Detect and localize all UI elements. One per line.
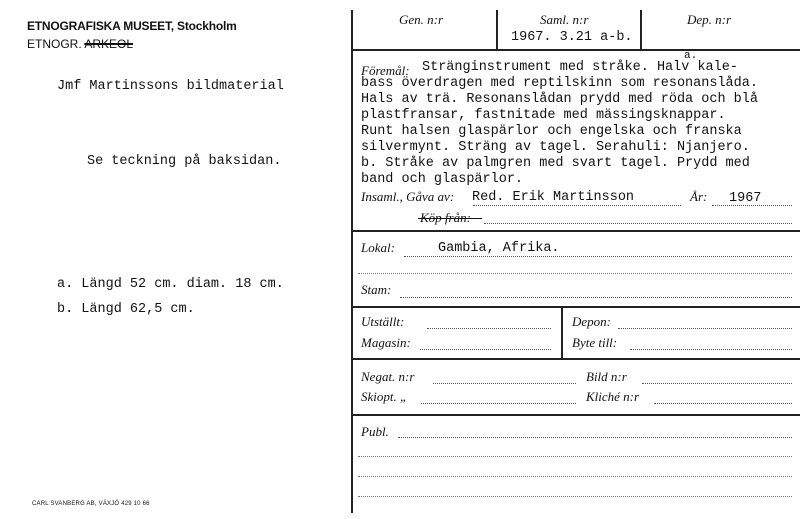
superscript-a: a. [684, 50, 698, 62]
object-line-2: bass överdragen med reptilskinn som resonanslåda. [361, 76, 758, 91]
publ-line-4 [358, 496, 792, 497]
object-line-3: Hals av trä. Resonanslådan prydd med röda och blå [361, 92, 758, 107]
year-label: År: [690, 189, 708, 204]
utstallt-label: Utställt: [361, 314, 405, 329]
stam-label: Stam: [361, 282, 392, 297]
header-col-divider-2 [640, 10, 642, 50]
note-bildmaterial: Jmf Martinssons bildmaterial [57, 79, 284, 94]
header-col-divider-1 [496, 10, 498, 50]
note-see-drawing: Se teckning på baksidan. [87, 154, 282, 169]
object-line-4: plastfransar, fastnitade med mässingsknappar. [361, 108, 726, 123]
publ-label: Publ. [361, 424, 389, 439]
section-divider-1 [351, 230, 800, 232]
object-line-8: band och glaspärlor. [361, 172, 524, 187]
insaml-label: Insaml., Gåva av: [361, 189, 455, 204]
depon-line [618, 328, 792, 329]
card-left-border [351, 10, 353, 513]
year-line [712, 205, 792, 206]
dep-nr-label: Dep. n:r [687, 12, 732, 27]
depon-label: Depon: [572, 314, 611, 329]
kop-label: Köp från: [420, 210, 471, 225]
kop-line [484, 223, 792, 224]
section-divider-2 [351, 306, 800, 308]
kliche-label: Kliché n:r [586, 389, 640, 404]
printer-imprint: CARL SVANBERG AB, VÄXJÖ 429 10 66 [32, 501, 150, 507]
saml-nr-label: Saml. n:r [540, 12, 589, 27]
object-line-6: silvermynt. Sträng av tagel. Serahuli: Njanjero. [361, 140, 750, 155]
skiopt-label: Skiopt. „ [361, 389, 408, 404]
bild-label: Bild n:r [586, 369, 627, 384]
publ-line-2 [358, 456, 792, 457]
department-struck: ARKEOL [84, 37, 134, 51]
byte-label: Byte till: [572, 335, 618, 350]
year-value: 1967 [729, 191, 762, 206]
lokal-line [404, 256, 792, 257]
utstallt-line [427, 328, 551, 329]
magasin-label: Magasin: [361, 335, 411, 350]
object-line-5: Runt halsen glaspärlor och engelska och franska [361, 124, 742, 139]
department-prefix: ETNOGR. [27, 37, 82, 51]
department-line [27, 37, 133, 51]
bild-line [642, 383, 792, 384]
object-line-1: Stränginstrument med stråke. Halv kale- [422, 60, 738, 75]
publ-line-1 [398, 437, 792, 438]
measurement-a: a. Längd 52 cm. diam. 18 cm. [57, 277, 284, 292]
measurement-b: b. Längd 62,5 cm. [57, 302, 195, 317]
byte-line [630, 349, 792, 350]
lokal-extra-line [358, 273, 792, 274]
negat-label: Negat. n:r [361, 369, 415, 384]
insaml-line [473, 205, 681, 206]
kop-strike [418, 218, 482, 219]
lokal-value: Gambia, Afrika. [438, 241, 560, 256]
header-divider [351, 49, 800, 51]
magasin-line [420, 349, 551, 350]
publ-line-3 [358, 476, 792, 477]
museum-name: ETNOGRAFISKA MUSEET, Stockholm [27, 19, 237, 33]
saml-nr-value: 1967. 3.21 a-b. [511, 30, 633, 45]
gen-nr-label: Gen. n:r [399, 12, 444, 27]
section-divider-4 [351, 414, 800, 416]
foremal-label: Föremål: [361, 63, 410, 78]
section-divider-3 [351, 358, 800, 360]
object-line-7: b. Stråke av palmgren med svart tagel. Prydd med [361, 156, 750, 171]
insaml-value: Red. Erik Martinsson [472, 190, 635, 205]
stam-line [400, 297, 792, 298]
lokal-label: Lokal: [361, 240, 395, 255]
utstallt-col-divider [561, 306, 563, 358]
kliche-line [654, 403, 792, 404]
skiopt-line [421, 403, 576, 404]
negat-line [433, 383, 576, 384]
